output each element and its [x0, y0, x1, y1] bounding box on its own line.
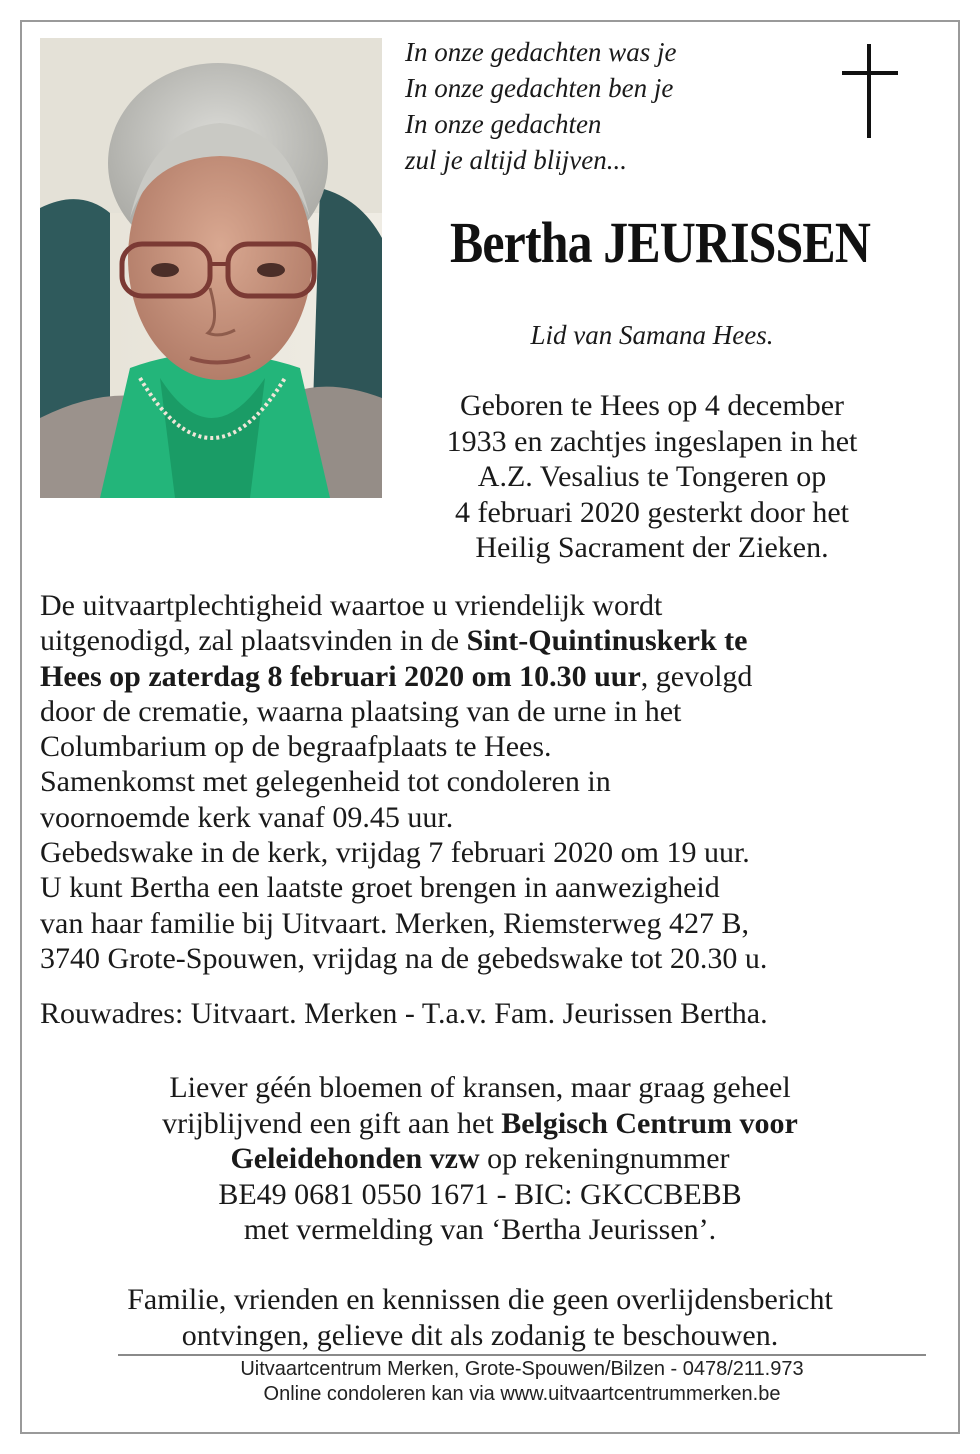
portrait-photo [40, 38, 382, 498]
funeral-details [40, 588, 920, 976]
funeral-home-contact: Uitvaartcentrum Merken, Grote-Spouwen/Bilzen - 0478/211.973 [240, 1358, 804, 1380]
funeral-text: , gevolgd [640, 659, 753, 693]
donation-line [40, 1141, 920, 1177]
donation-line: met vermelding van ‘Bertha Jeurissen’. [243, 1213, 717, 1246]
poem-line: zul je altijd blijven... [405, 145, 627, 175]
funeral-line: van haar familie bij Uitvaart. Merken, Riemsterweg 427 B, [40, 906, 749, 940]
poem-line: In onze gedachten ben je [405, 73, 674, 103]
funeral-line [40, 659, 920, 694]
birth-line: A.Z. Vesalius te Tongeren op [477, 460, 827, 493]
donation-text: op rekeningnummer [479, 1142, 730, 1175]
family-notice [40, 1282, 920, 1354]
funeral-line [40, 623, 920, 658]
poem-line: In onze gedachten was je [405, 37, 677, 67]
online-condolence-link[interactable]: Online condoleren kan via www.uitvaartcentrummerken.be [263, 1383, 781, 1405]
donation-text: vrijblijvend een gift aan het [162, 1106, 502, 1140]
funeral-line: 3740 Grote-Spouwen, vrijdag na de gebedswake tot 20.30 u. [40, 941, 768, 975]
funeral-line: Columbarium op de begraafplaats te Hees. [40, 730, 552, 764]
funeral-line: Gebedswake in de kerk, vrijdag 7 februari 2020 om 19 uur. [40, 836, 750, 870]
bank-account: BE49 0681 0550 1671 - BIC: GKCCBEBB [218, 1177, 742, 1211]
church-name: Sint-Quintinuskerk te [466, 624, 748, 658]
notice-line: Familie, vrienden en kennissen die geen overlijdensbericht [127, 1283, 833, 1316]
donation-line [40, 1106, 920, 1142]
charity-name: Geleidehonden vzw [230, 1142, 480, 1175]
membership-note: Lid van Samana Hees. [530, 320, 774, 350]
funeral-line: Samenkomst met gelegenheid tot condoleren in [40, 765, 611, 799]
poem-line: In onze gedachten [405, 109, 602, 139]
birth-line: Heilig Sacrament der Zieken. [475, 531, 829, 564]
latin-cross-icon [842, 44, 898, 138]
funeral-line: De uitvaartplechtigheid waartoe u vriendelijk wordt [40, 589, 663, 622]
memorial-poem [405, 34, 825, 178]
cross-horizontal-bar [842, 71, 898, 75]
funeral-home-footer [118, 1357, 926, 1407]
birth-line: Geboren te Hees op 4 december [460, 389, 844, 422]
donation-request [40, 1070, 920, 1248]
mourning-address: Rouwadres: Uitvaart. Merken - T.a.v. Fam. Jeurissen Bertha. [40, 997, 768, 1030]
birth-line: 1933 en zachtjes ingeslapen in het [446, 424, 858, 458]
charity-name: Belgisch Centrum voor [501, 1106, 798, 1140]
funeral-line: voornoemde kerk vanaf 09.45 uur. [40, 800, 454, 834]
cross-vertical-bar [867, 44, 871, 138]
notice-line: ontvingen, gelieve dit als zodanig te beschouwen. [181, 1319, 779, 1352]
donation-line: Liever géén bloemen of kransen, maar graag geheel [169, 1071, 791, 1104]
funeral-text: uitgenodigd, zal plaatsvinden in de [40, 624, 467, 658]
footer-divider [118, 1354, 926, 1356]
deceased-name: Bertha JEURISSEN [449, 210, 870, 275]
ceremony-date-time: Hees op zaterdag 8 februari 2020 om 10.30 uur [40, 659, 641, 693]
birth-line: 4 februari 2020 gesterkt door het [454, 495, 850, 529]
birth-death-details [400, 388, 904, 566]
funeral-line: door de crematie, waarna plaatsing van de urne in het [40, 694, 682, 728]
funeral-line: U kunt Bertha een laatste groet brengen in aanwezigheid [40, 871, 720, 905]
